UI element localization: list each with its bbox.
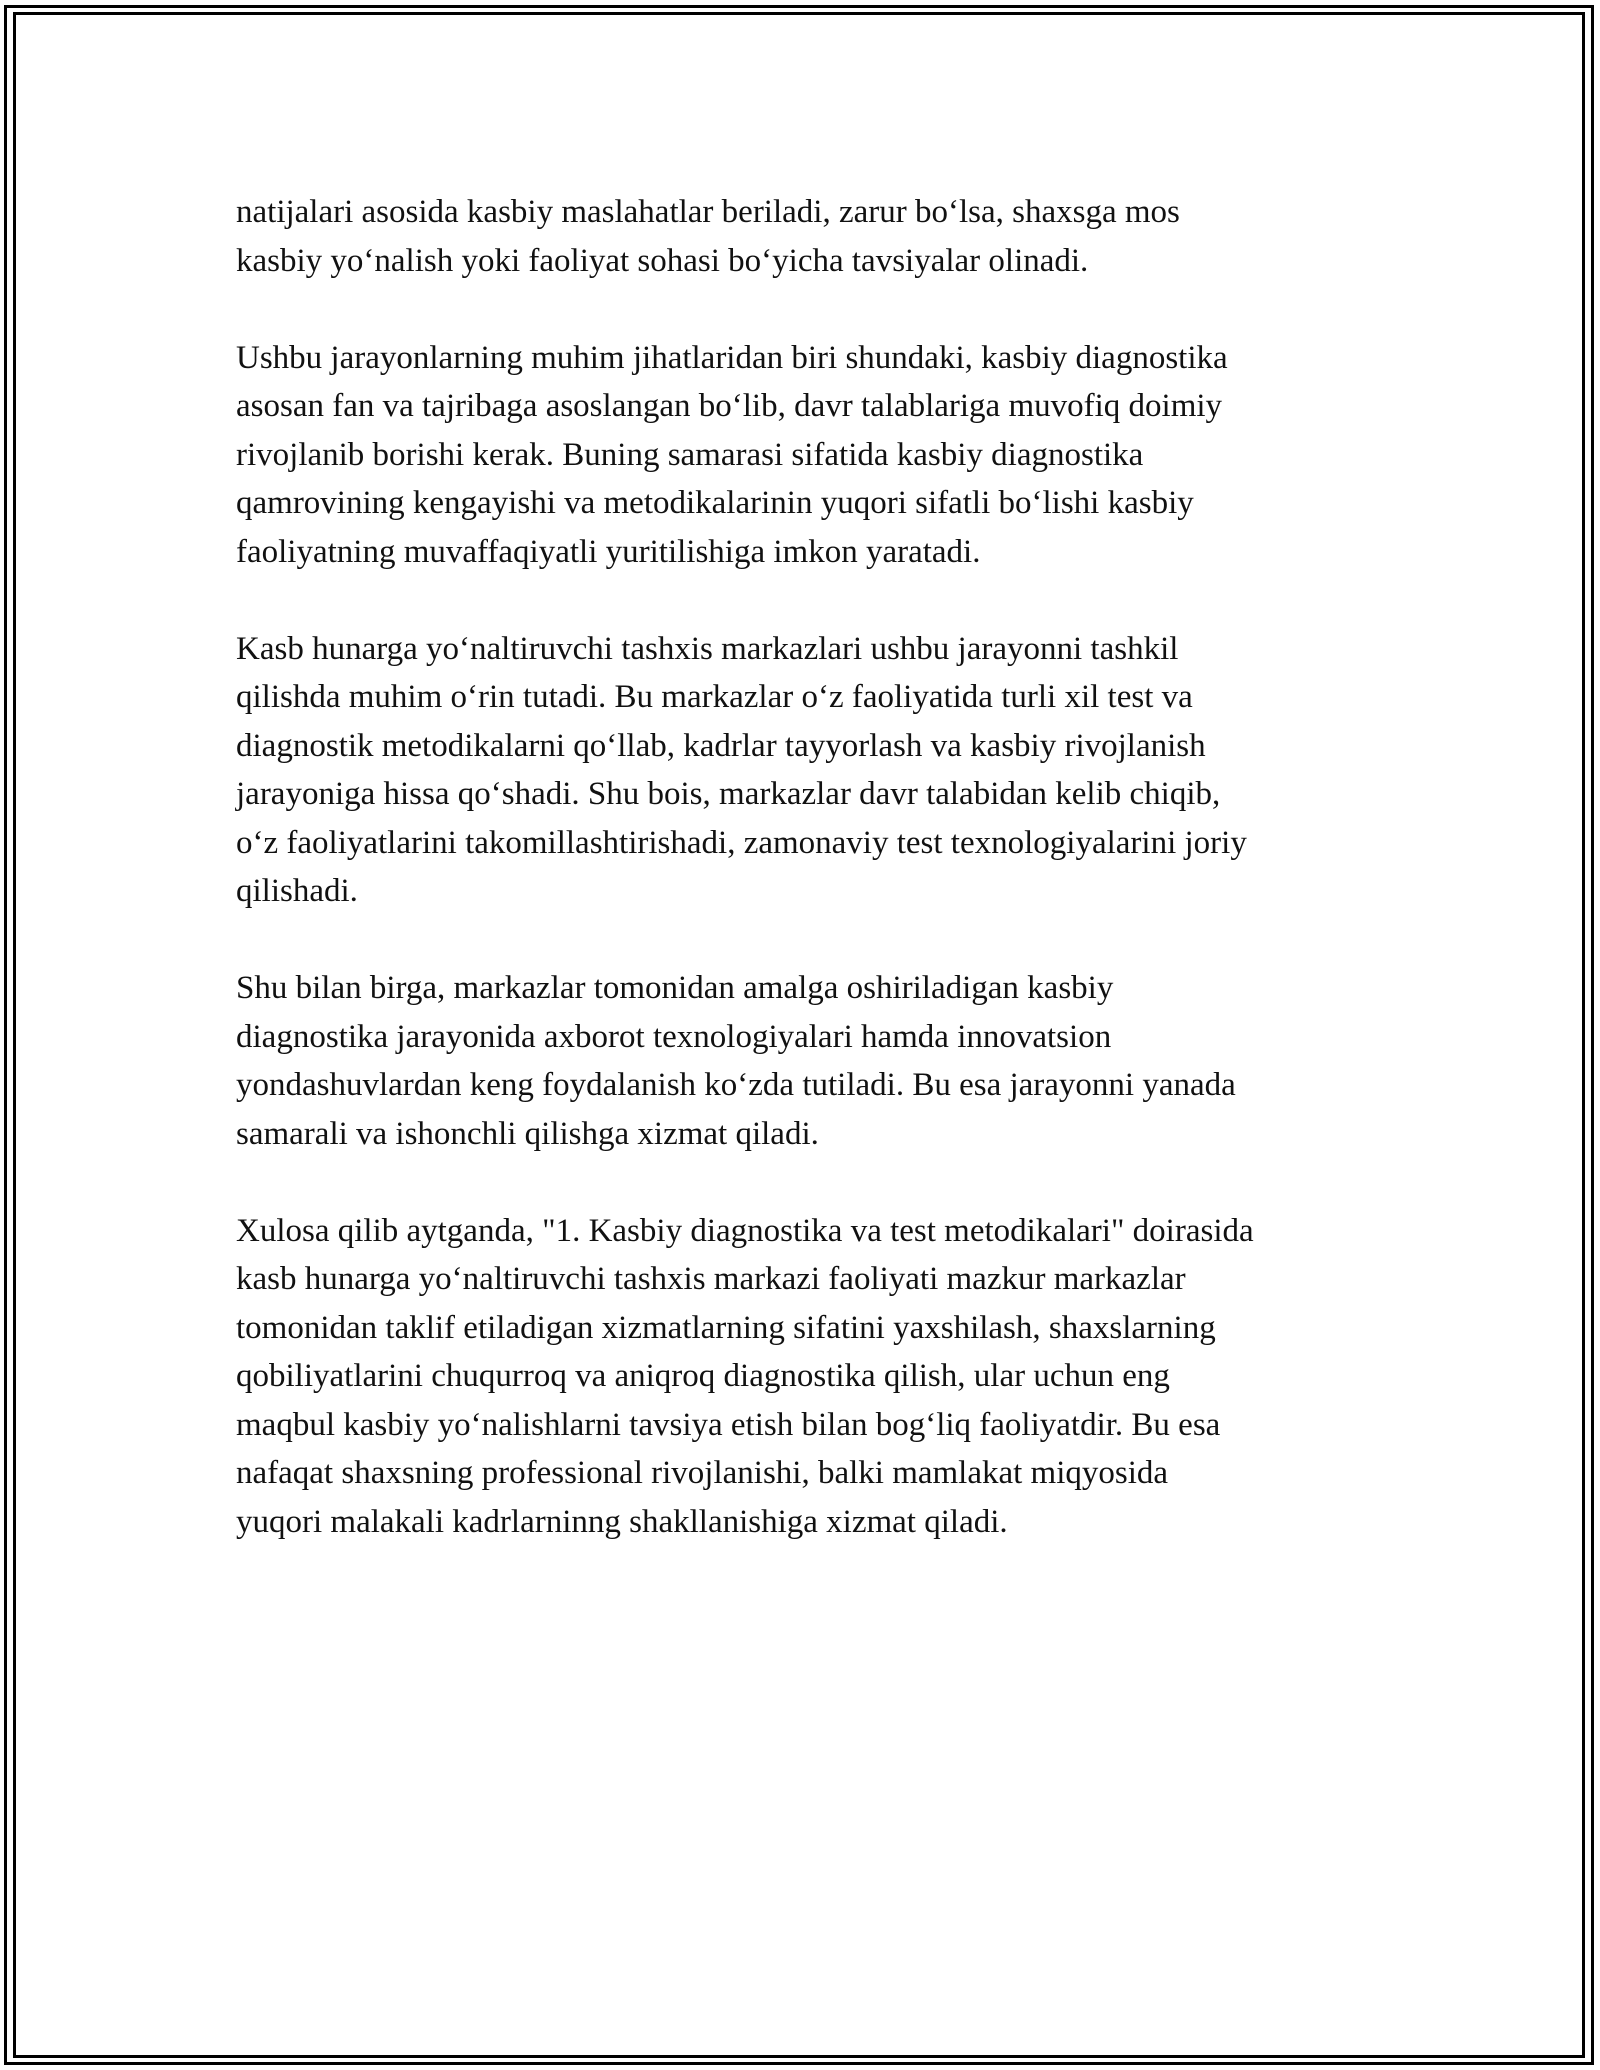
paragraph-4: Shu bilan birga, markazlar tomonidan amalga oshiriladigan kasbiy diagnostika jarayonida axborot texnologiyalari hamda innovatsion yondashuvlardan keng foydalanish koʻzda tutiladi. Bu esa jarayonni yanada samarali va ishonchli qilishga xizmat qiladi. [236,970,1236,1152]
paragraph-1: natijalari asosida kasbiy maslahatlar beriladi, zarur boʻlsa, shaxsga mos kasbiy yoʻnalish yoki faoliyat sohasi boʻyicha tavsiyalar olinadi. [236,194,1180,279]
document-body [236,188,1396,1546]
paragraph-3: Kasb hunarga yoʻnaltiruvchi tashxis markazlari ushbu jarayonni tashkil qilishda muhim oʻrin tutadi. Bu markazlar oʻz faoliyatida turli xil test va diagnostik metodikalarni qoʻllab, kadrlar tayyorlash va kasbiy rivojlanish jarayoniga hissa qoʻshadi. Shu bois, markazlar davr talabidan kelib chiqib, oʻz faoliyatlarini takomillashtirishadi, zamonaviy test texnologiyalarini joriy qilishadi. [236,630,1247,909]
paragraph-5: Xulosa qilib aytganda, "1. Kasbiy diagnostika va test metodikalari" doirasida kasb hunarga yoʻnaltiruvchi tashxis markazi faoliyati mazkur markazlar tomonidan taklif etiladigan xizmatlarning sifatini yaxshilash, shaxslarning qobiliyatlarini chuqurroq va aniqroq diagnostika qilish, ular uchun eng maqbul kasbiy yoʻnalishlarni tavsiya etish bilan bogʻliq faoliyatdir. Bu esa nafaqat shaxsning professional rivojlanishi, balki mamlakat miqyosida yuqori malakali kadrlarninng shakllanishiga xizmat qiladi. [236,1212,1254,1540]
paragraph-2: Ushbu jarayonlarning muhim jihatlaridan biri shundaki, kasbiy diagnostika asosan fan va tajribaga asoslangan boʻlib, davr talablariga muvofiq doimiy rivojlanib borishi kerak. Buning samarasi sifatida kasbiy diagnostika qamrovining kengayishi va metodikalarinin yuqori sifatli boʻlishi kasbiy faoliyatning muvaffaqiyatli yuritilishiga imkon yaratadi. [236,339,1228,570]
